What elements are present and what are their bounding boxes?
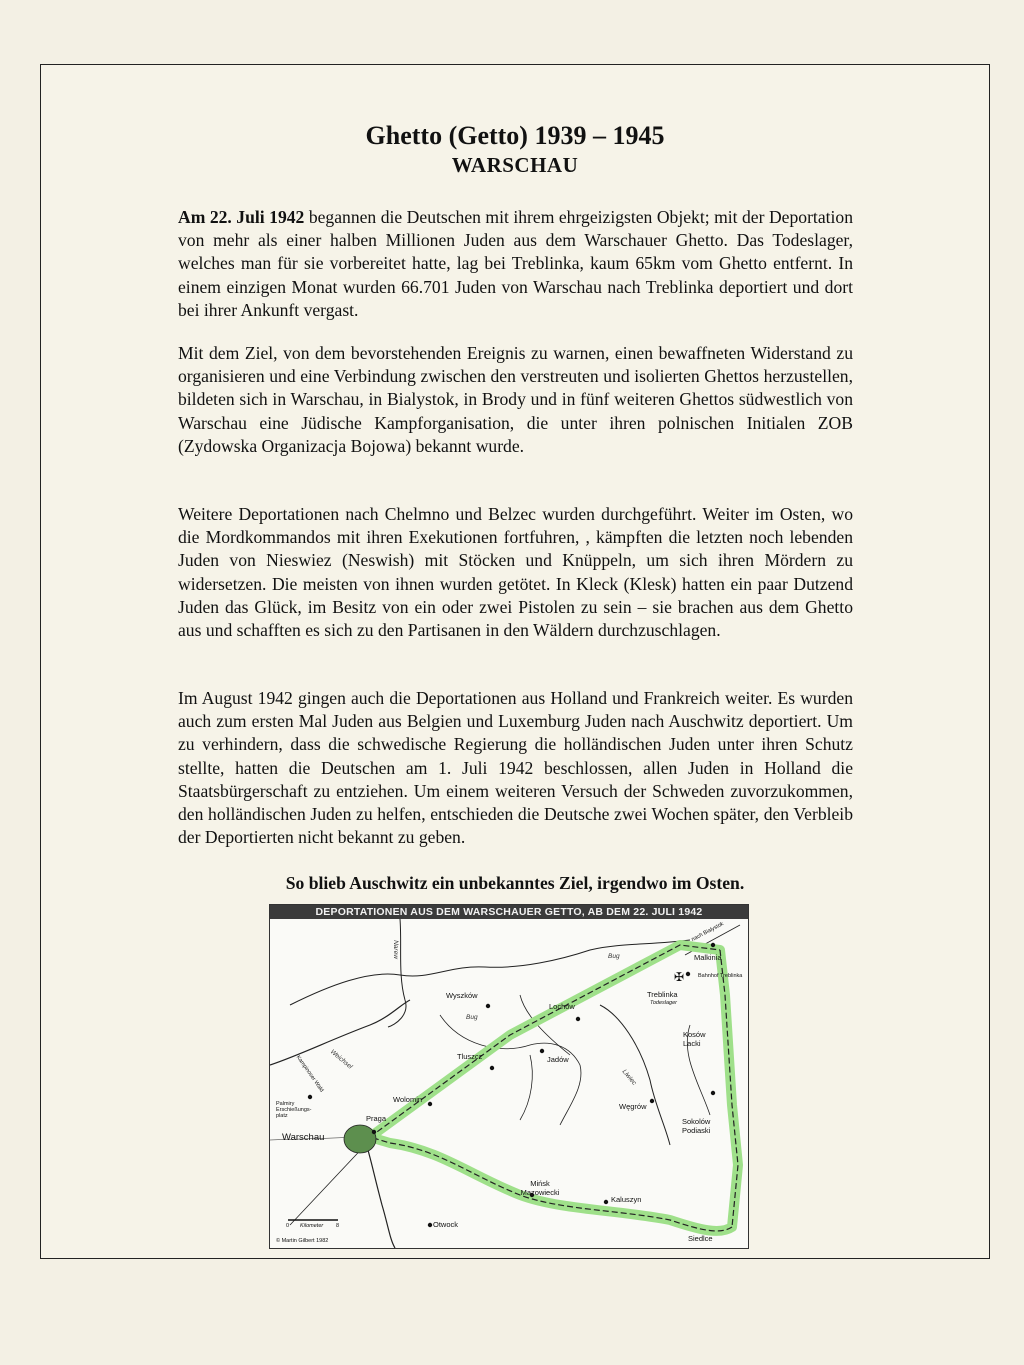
- paragraph-1-body: begannen die Deutschen mit ihrem ehrgeizigsten Objekt; mit der Deportation von mehr als einer halben Millionen Juden aus dem Warschauer Ghetto. Das Todeslager, welches man für sie vorbereitet hatte, lag bei Treblinka, kaum 65km vom Ghetto entfernt. In einem einzigen Monat wurden 66.701 Juden von Warschau nach Treblinka deportiert und dort bei ihrer Ankunft vergast.: [178, 207, 853, 320]
- label-minsk: Mińsk Mazowiecki: [520, 1179, 560, 1197]
- label-kaluszyn: Kaluszyn: [611, 1195, 642, 1204]
- scale-zero: 0: [286, 1223, 290, 1229]
- label-todeslager: Todeslager: [650, 1000, 678, 1006]
- label-bialystok: nach Bialystok: [690, 921, 725, 943]
- map-title-banner: DEPORTATIONEN AUS DEM WARSCHAUER GETTO, AB DEM 22. JULI 1942: [270, 905, 748, 919]
- label-jadow: Jadów: [547, 1055, 569, 1064]
- river-narew: [388, 919, 406, 1027]
- label-bahnhof-treblinka: Bahnhof Treblinka: [698, 973, 743, 979]
- closing-statement: So blieb Auschwitz ein unbekanntes Ziel, irgendwo im Osten.: [285, 873, 745, 893]
- label-palmiry: Palmiry Erschießungs-platz: [276, 1101, 312, 1119]
- town-dots: [308, 943, 715, 1227]
- scale-max: 8: [336, 1223, 340, 1229]
- label-warschau: Warschau: [282, 1132, 325, 1143]
- label-kampinos: Kampinoser Wald: [294, 1054, 325, 1094]
- page-subtitle: WARSCHAU: [451, 153, 579, 177]
- label-praga: Praga: [366, 1114, 387, 1123]
- label-wolomin: Wolomin: [393, 1095, 423, 1104]
- map-credit: © Martin Gilbert 1982: [276, 1238, 329, 1244]
- label-wyszkow: Wyszków: [446, 991, 478, 1000]
- deportation-map: [269, 904, 749, 1249]
- route-north: [370, 945, 720, 1137]
- warsaw-ghetto-area: [344, 1125, 376, 1153]
- label-treblinka: Treblinka: [647, 990, 678, 999]
- label-sokolow: Sokolów Podiaski: [682, 1117, 711, 1135]
- label-tluszcz: Tluszcz: [457, 1052, 483, 1061]
- label-river-bug-2: Bug: [608, 953, 620, 960]
- paragraph-1-date: Am 22. Juli 1942: [178, 207, 305, 227]
- label-lochow: Lochów: [549, 1002, 575, 1011]
- document-page: [40, 64, 990, 1259]
- page-title: Ghetto (Getto) 1939 – 1945: [365, 121, 665, 150]
- paragraph-3: Weitere Deportationen nach Chelmno und Belzec wurden durchgeführt. Weiter im Osten, wo die Mordkommandos mit ihren Exekutionen fortfuhren, , kämpften die letzten noch lebenden Juden von Nieswiez (Neswish) mit Stöcken und Knüppeln, um sich ihren Mördern zu widersetzen. Die meisten von ihnen wurden getötet. In Kleck (Klesk) hatten ein paar Dutzend Juden das Glück, im Besitz von ein oder zwei Pistolen zu sein – sie brachen aus dem Ghetto aus und schafften es sich zu den Partisanen in den Wäldern durchzuschlagen.: [178, 504, 853, 641]
- treblinka-symbol: ✠: [674, 970, 685, 984]
- label-otwock: Otwock: [433, 1220, 459, 1229]
- label-wegrow: Węgrów: [619, 1102, 647, 1111]
- label-river-narew: Narew: [391, 940, 399, 959]
- label-kosow-lacki: Kosów Lacki: [683, 1030, 706, 1048]
- label-malkinia: Malkinia: [694, 953, 722, 962]
- label-siedlce: Siedlce: [688, 1234, 713, 1243]
- label-river-liwiec: Liwiec: [620, 1068, 638, 1087]
- label-river-weichsel: Weichsel: [328, 1048, 354, 1071]
- map-graphic: [270, 905, 748, 1248]
- paragraph-2: Mit dem Ziel, von dem bevorstehenden Ereignis zu warnen, einen bewaffneten Widerstand zu organisieren und eine Verbindung zwischen den verstreuten und isolierten Ghettos herzustellen, bildeten sich in Warschau, in Bialystok, in Brody und in fünf weiteren Ghettos südwestlich von Warschau eine Jüdische Kampforganisation, die unter ihren polnischen Initialen ZOB (Zydowska Organizacja Bojowa) bekannt wurde.: [178, 343, 853, 456]
- paragraph-1: [178, 206, 853, 322]
- label-river-bug: Bug: [466, 1014, 478, 1021]
- scale-label: Kilometer: [300, 1223, 324, 1229]
- river-tributary-4: [520, 1055, 532, 1120]
- paragraph-4: Im August 1942 gingen auch die Deportationen aus Holland und Frankreich weiter. Es wurden auch zum ersten Mal Juden aus Belgien und Luxemburg Juden nach Auschwitz deportiert. Um zu verhindern, dass die schwedische Regierung die holländischen Juden unter ihren Schutz stellte, hatten die Deutschen am 1. Juli 1942 beschlossen, allen Juden in Holland die Staatsbürgerschaft zu entziehen. Um einem weiteren Versuch der Schweden zuvorzukommen, den holländischen Juden zu helfen, entschieden die Deutsche zwei Wochen später, den Verbleib der Deportierten nicht bekannt zu geben.: [178, 688, 853, 848]
- river-liwiec: [600, 1005, 670, 1145]
